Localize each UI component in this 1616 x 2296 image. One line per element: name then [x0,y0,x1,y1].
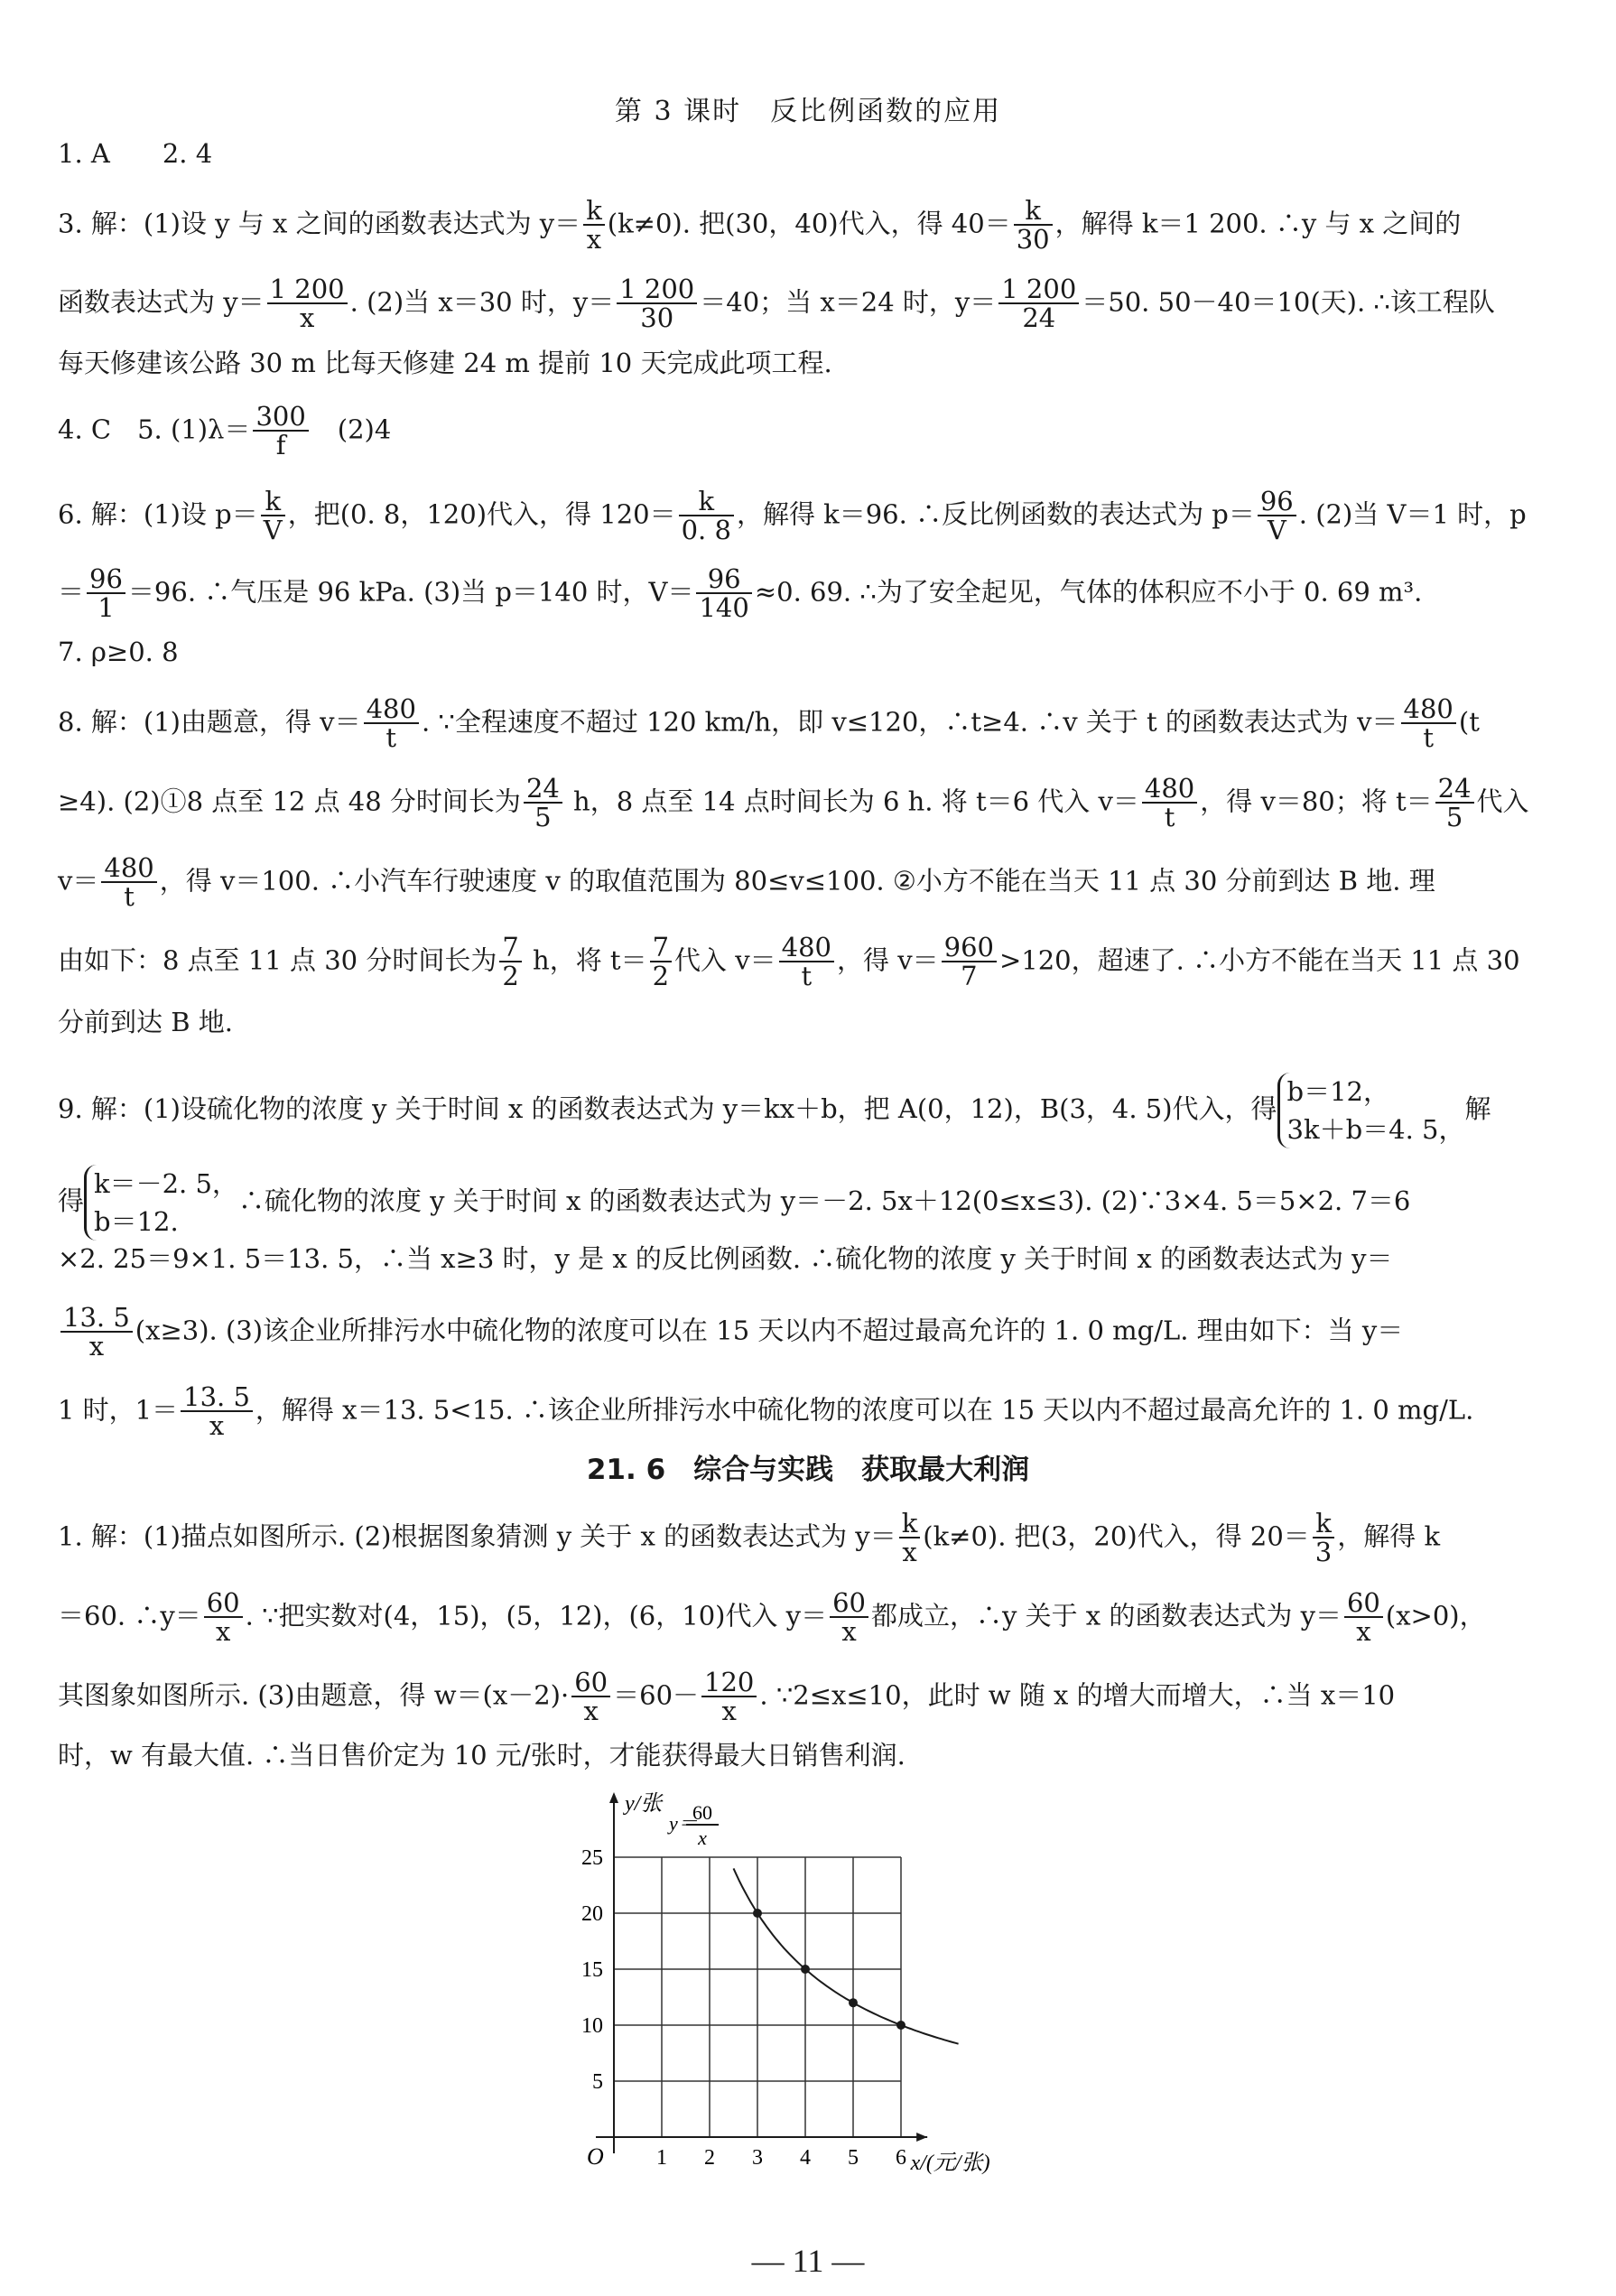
x-axis-arrow [916,2133,927,2142]
fraction: $\frac{13. 5}{x}$ [181,1383,253,1440]
answer-3-line-2: 函数表达式为 y＝ $\frac{1 200}{x}$ . (2)当 x＝30 时，y＝ $\frac{1 200}{30}$ ＝40；当 x＝24 时，y＝ $\frac{1 200}{24}$ ＝50. 50－40＝10(天). ∴该工程队 [58,274,1495,334]
section-answer-1-line-1: 1. 解：(1)描点如图所示. (2)根据图象猜测 y 关于 x 的函数表达式为 y＝ $\frac{k}{x}$ (k≠0). 把(3，20)代入，得 20＝ $\frac{k}{3}$ ，解得 k [58,1508,1441,1568]
section-answer-1-line-3: 其图象如图所示. (3)由题意，得 w＝(x－2)· $\frac{60}{x}$ ＝60－ $\frac{120}{x}$ . ∵2≤x≤10，此时 w 随 x 的增大而增大，∴当 x＝10 [58,1667,1396,1727]
fraction: $\frac{96}{140}$ [696,565,751,622]
answer-9-line-2: 得 k＝－2. 5， b＝12. ∴硫化物的浓度 y 关于时间 x 的函数表达式为 y＝－2. 5x＋12(0≤x≤3). (2)∵3×4. 5＝5×2. 7＝6 [58,1165,1560,1241]
curve-label-prefix: y＝ [668,1812,698,1835]
answer-4-5: 4. C 5. (1)λ＝ $\frac{300}{f}$ (2)4 [58,401,392,461]
answer-1: 1. A [58,138,110,169]
fraction: $\frac{k}{0. 8}$ [679,488,734,544]
x-tick-label: 3 [752,2146,763,2170]
fraction: $\frac{k}{30}$ [1014,197,1053,254]
section-heading: 21. 6 综合与实践 获取最大利润 [586,1454,1030,1486]
x-tick-label: 4 [800,2146,811,2170]
fraction: $\frac{60}{x}$ [830,1589,868,1646]
fraction: $\frac{24}{5}$ [1435,775,1474,832]
equation-system: k＝－2. 5， b＝12. [84,1165,238,1241]
chart-curve-group [734,1868,959,2043]
inverse-proportion-graph [560,1783,1029,2180]
equation-system: b＝12， 3k＋b＝4. 5， [1277,1073,1465,1148]
fraction: $\frac{96}{1}$ [87,565,125,622]
y-axis-arrow [609,1792,618,1803]
page-number: — 11 — [751,2243,865,2279]
fraction: $\frac{k}{3}$ [1313,1510,1334,1566]
answer-9-line-3: ×2. 25＝9×1. 5＝13. 5，∴当 x≥3 时，y 是 x 的反比例函数. ∴硫化物的浓度 y 关于时间 x 的函数表达式为 y＝ [58,1243,1393,1274]
x-axis-label: x/(元/张) [910,2152,990,2175]
answer-8-line-3: v＝ $\frac{480}{t}$ ，得 v＝100. ∴小汽车行驶速度 v 的取值范围为 80≤v≤100. ②小方不能在当天 11 点 30 分前到达 B 地. 理 [58,852,1435,913]
fraction: $\frac{480}{t}$ [364,695,419,752]
answer-6-line-2: ＝ $\frac{96}{1}$ ＝96. ∴气压是 96 kPa. (3)当 p＝140 时，V＝ $\frac{96}{140}$ ≈0. 69. ∴为了安全起见，气体的体积应不小于 0. 69 m³. [58,563,1423,624]
fraction: $\frac{1 200}{24}$ [998,275,1079,332]
answer-3-line-3: 每天修建该公路 30 m 比每天修建 24 m 提前 10 天完成此项工程. [58,348,832,378]
section-answer-1-line-4: 时，w 有最大值. ∴当日售价定为 10 元/张时，才能获得最大日销售利润. [58,1740,906,1771]
section-answer-1-line-2: ＝60. ∴y＝ $\frac{60}{x}$ . ∵把实数对(4，15)，(5，12)，(6，10)代入 y＝ $\frac{60}{x}$ 都成立，∴y 关于 x 的函数表达式为 y＝ $\frac{60}{x}$ (x>0)， [58,1587,1486,1648]
x-tick-label: 6 [896,2146,906,2170]
answer-9-line-1: 9. 解：(1)设硫化物的浓度 y 关于时间 x 的函数表达式为 y＝kx＋b，把 A(0，12)，B(3，4. 5)代入，得 b＝12， 3k＋b＝4. 5， 解 [58,1073,1560,1148]
lesson-title: 第 3 课时 反比例函数的应用 [614,96,1002,127]
fraction: $\frac{1 200}{30}$ [617,275,697,332]
fraction: $\frac{300}{f}$ [253,403,308,460]
fraction: $\frac{480}{t}$ [1142,775,1197,832]
fraction: $\frac{960}{7}$ [942,934,997,990]
answer-9-line-5: 1 时，1＝ $\frac{13. 5}{x}$ ，解得 x＝13. 5<15. ∴该企业所排污水中硫化物的浓度可以在 15 天以内不超过最高允许的 1. 0 mg/L. [58,1381,1474,1442]
curve-label-numerator: 60 [692,1801,713,1824]
y-tick-label: 25 [581,1846,603,1870]
fraction: $\frac{480}{t}$ [1401,695,1456,752]
fraction: $\frac{1 200}{x}$ [267,275,348,332]
fraction: $\frac{480}{t}$ [101,854,156,911]
x-tick-label: 1 [656,2146,667,2170]
fraction: $\frac{60}{x}$ [204,1589,243,1646]
answer-8-line-5: 分前到达 B 地. [58,1007,233,1037]
fraction: $\frac{7}{2}$ [499,934,521,990]
x-tick-label: 5 [848,2146,859,2170]
answer-8-line-4: 由如下：8 点至 11 点 30 分时间长为 $\frac{7}{2}$ h，将 t＝ $\frac{7}{2}$ 代入 v＝ $\frac{480}{t}$ ，得 v＝ $\frac{960}{7}$ >120，超速了. ∴小方不能在当天 11 点 30 [58,932,1520,992]
origin-label: O [587,2143,604,2170]
fraction: $\frac{60}{x}$ [571,1669,610,1725]
data-point [849,1998,858,2007]
fraction: $\frac{480}{t}$ [779,934,834,990]
curve-label-denominator: x [698,1827,707,1849]
answer-1-2 [58,134,1560,173]
chart-grid [614,1857,901,2137]
answer-8-line-1: 8. 解：(1)由题意，得 v＝ $\frac{480}{t}$ . ∵全程速度不超过 120 km/h，即 v≤120，∴t≥4. ∴v 关于 t 的函数表达式为 v＝ $\frac{480}{t}$ (t [58,693,1480,754]
data-point [753,1909,762,1918]
series-curve [734,1868,959,2043]
chart-ticks [581,1846,906,2170]
y-tick-label: 15 [581,1958,603,1982]
fraction: $\frac{k}{x}$ [899,1510,921,1566]
answer-2: 2. 4 [162,138,213,169]
y-tick-label: 20 [581,1902,603,1926]
answer-9-line-4: $\frac{13. 5}{x}$ (x≥3). (3)该企业所排污水中硫化物的浓度可以在 15 天以内不超过最高允许的 1. 0 mg/L. 理由如下：当 y＝ [58,1304,1560,1361]
y-tick-label: 5 [592,2070,603,2094]
y-tick-label: 10 [581,2014,603,2038]
answer-3-line-1: 3. 解：(1)设 y 与 x 之间的函数表达式为 y＝ $\frac{k}{x}$ (k≠0). 把(30，40)代入，得 40＝ $\frac{k}{30}$ ，解得 k＝1 200. ∴y 与 x 之间的 [58,195,1462,256]
fraction: $\frac{k}{x}$ [583,197,605,254]
data-point [896,2021,906,2030]
y-axis-label: y/张 [625,1792,663,1816]
chart-axes [596,1792,927,2153]
fraction: $\frac{24}{5}$ [524,775,562,832]
data-point [801,1965,810,1974]
fraction: $\frac{13. 5}{x}$ [60,1304,133,1361]
answer-6-line-1: 6. 解：(1)设 p＝ $\frac{k}{V}$ ，把(0. 8，120)代入，得 120＝ $\frac{k}{0. 8}$ ，解得 k＝96. ∴反比例函数的表达式为 p＝ $\frac{96}{V}$ . (2)当 V＝1 时，p [58,486,1527,546]
fraction: $\frac{96}{V}$ [1258,488,1296,544]
fraction: $\frac{7}{2}$ [650,934,672,990]
fraction: $\frac{k}{V}$ [261,488,285,544]
answer-8-line-2: ≥4). (2)①8 点至 12 点 48 分时间长为 $\frac{24}{5}$ h，8 点至 14 点时间长为 6 h. 将 t＝6 代入 v＝ $\frac{480}{t}$ ，得 v＝80；将 t＝ $\frac{24}{5}$ 代入 [58,773,1529,833]
fraction: $\frac{60}{x}$ [1344,1589,1383,1646]
answer-7: 7. ρ≥0. 8 [58,637,179,667]
fraction: $\frac{120}{x}$ [701,1669,757,1725]
x-tick-label: 2 [704,2146,715,2170]
